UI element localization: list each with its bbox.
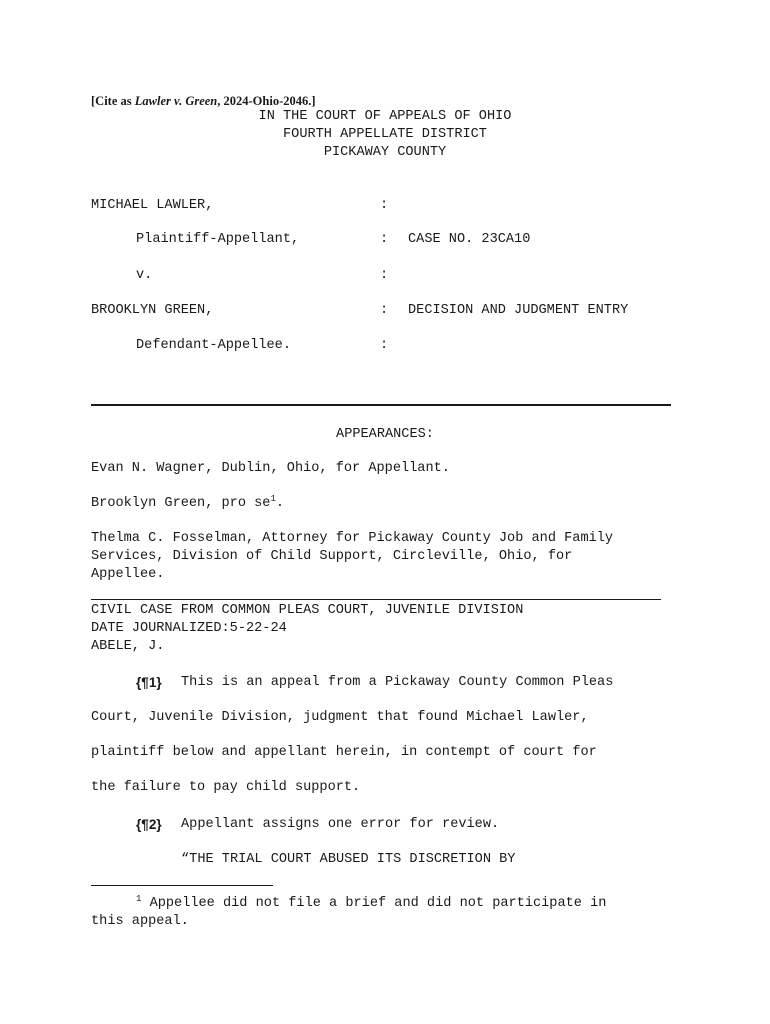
citation-prefix: [Cite as [91,94,135,108]
district-name: FOURTH APPELLATE DISTRICT [283,127,487,142]
paragraph-text: Court, Juvenile Division, judgment that found Michael Lawler, [91,710,589,725]
versus: v. [136,268,153,283]
appearances-heading: APPEARANCES: [336,427,434,442]
footnote-divider [91,885,273,886]
paragraph-mark: {¶1} [136,675,162,690]
caption-separator: : [380,232,389,247]
footnote [136,895,606,913]
agency-counsel-line: Services, Division of Child Support, Circleville, Ohio, for [91,549,573,564]
defendant-role: Defendant-Appellee. [136,338,291,353]
entry-type: DECISION AND JUDGMENT ENTRY [408,303,629,318]
paragraph-mark: {¶2} [136,817,162,832]
caption-separator: : [380,268,389,283]
case-number: CASE NO. 23CA10 [408,232,531,247]
footnote-text: Appellee did not file a brief and did not participate in [149,896,607,911]
appellant-counsel: Evan N. Wagner, Dublin, Ohio, for Appellant. [91,461,450,476]
caption-separator: : [380,303,389,318]
citation-suffix: , 2024-Ohio-2046.] [217,94,316,108]
appellee-pro-se-period: . [275,496,285,511]
footnote-number: 1 [136,894,142,904]
judge-name: ABELE, J. [91,639,165,654]
caption-divider [91,404,671,406]
paragraph-text: the failure to pay child support. [91,780,361,795]
case-origin: CIVIL CASE FROM COMMON PLEAS COURT, JUVENILE DIVISION [91,603,524,618]
county-name: PICKAWAY COUNTY [323,145,447,160]
plaintiff-name: MICHAEL LAWLER, [91,198,214,213]
paragraph-text: plaintiff below and appellant herein, in contempt of court for [91,745,597,760]
assignment-of-error: “THE TRIAL COURT ABUSED ITS DISCRETION BY [181,852,516,867]
caption-separator: : [380,198,389,213]
appellee-pro-se [91,495,284,513]
footnote-reference: 1 [270,494,276,504]
paragraph-text: This is an appeal from a Pickaway County Common Pleas [181,675,614,690]
appellee-pro-se-text: Brooklyn Green, pro se [91,496,271,511]
court-name: IN THE COURT OF APPEALS OF OHIO [258,109,512,124]
footnote-text: this appeal. [91,914,189,929]
defendant-name: BROOKLYN GREEN, [91,303,214,318]
date-journalized: DATE JOURNALIZED:5-22-24 [91,621,287,636]
agency-counsel-line: Appellee. [91,567,165,582]
caption-separator: : [380,338,389,353]
citation-case-name: Lawler v. Green [134,94,218,108]
appearances-divider [91,599,661,600]
plaintiff-role: Plaintiff-Appellant, [136,232,300,247]
agency-counsel-line: Thelma C. Fosselman, Attorney for Pickaway County Job and Family [91,531,614,546]
paragraph-text: Appellant assigns one error for review. [181,817,500,832]
